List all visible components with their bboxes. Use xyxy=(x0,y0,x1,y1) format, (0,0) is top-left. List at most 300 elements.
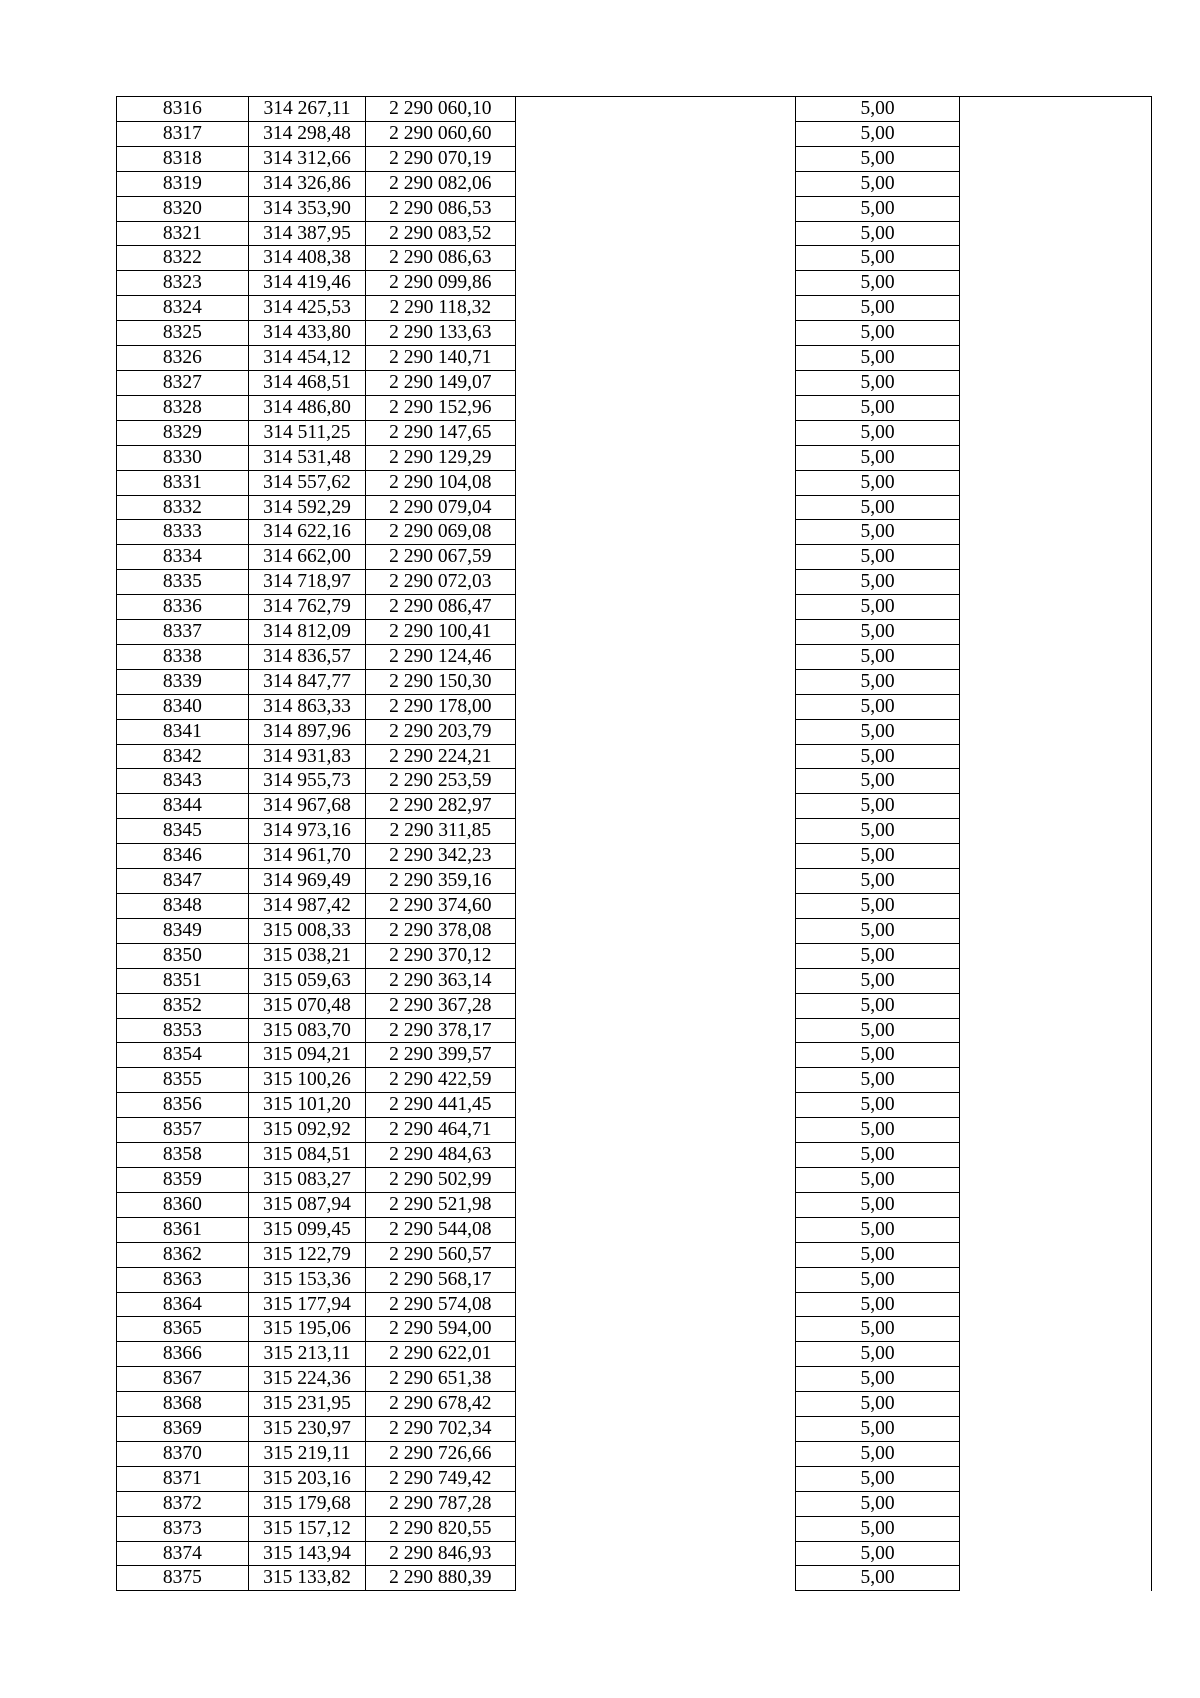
y-coordinate-cell: 2 290 086,47 xyxy=(366,595,515,620)
empty-cell xyxy=(960,97,1152,122)
point-number-cell: 8344 xyxy=(117,794,249,819)
empty-cell xyxy=(960,1167,1152,1192)
point-number-cell: 8337 xyxy=(117,620,249,645)
empty-cell xyxy=(515,1516,795,1541)
y-coordinate-cell: 2 290 203,79 xyxy=(366,719,515,744)
x-coordinate-cell: 315 070,48 xyxy=(248,993,365,1018)
empty-cell xyxy=(960,1093,1152,1118)
empty-cell xyxy=(960,1342,1152,1367)
x-coordinate-cell: 314 312,66 xyxy=(248,146,365,171)
table-row xyxy=(117,420,1152,445)
table-row xyxy=(117,669,1152,694)
empty-cell xyxy=(515,520,795,545)
table-row xyxy=(117,1417,1152,1442)
table-row xyxy=(117,221,1152,246)
x-coordinate-cell: 315 177,94 xyxy=(248,1292,365,1317)
value-cell: 5,00 xyxy=(795,1242,960,1267)
empty-cell xyxy=(960,1267,1152,1292)
y-coordinate-cell: 2 290 622,01 xyxy=(366,1342,515,1367)
value-cell: 5,00 xyxy=(795,570,960,595)
empty-cell xyxy=(515,719,795,744)
empty-cell xyxy=(960,669,1152,694)
value-cell: 5,00 xyxy=(795,894,960,919)
point-number-cell: 8356 xyxy=(117,1093,249,1118)
empty-cell xyxy=(515,545,795,570)
y-coordinate-cell: 2 290 342,23 xyxy=(366,844,515,869)
x-coordinate-cell: 314 973,16 xyxy=(248,819,365,844)
y-coordinate-cell: 2 290 820,55 xyxy=(366,1516,515,1541)
empty-cell xyxy=(960,1068,1152,1093)
empty-cell xyxy=(515,943,795,968)
point-number-cell: 8353 xyxy=(117,1018,249,1043)
point-number-cell: 8349 xyxy=(117,918,249,943)
empty-cell xyxy=(960,968,1152,993)
point-number-cell: 8329 xyxy=(117,420,249,445)
y-coordinate-cell: 2 290 079,04 xyxy=(366,495,515,520)
empty-cell xyxy=(515,1068,795,1093)
y-coordinate-cell: 2 290 594,00 xyxy=(366,1317,515,1342)
point-number-cell: 8368 xyxy=(117,1392,249,1417)
value-cell: 5,00 xyxy=(795,1491,960,1516)
value-cell: 5,00 xyxy=(795,1192,960,1217)
table-row xyxy=(117,620,1152,645)
point-number-cell: 8336 xyxy=(117,595,249,620)
point-number-cell: 8330 xyxy=(117,445,249,470)
table-row xyxy=(117,495,1152,520)
value-cell: 5,00 xyxy=(795,1018,960,1043)
empty-cell xyxy=(515,346,795,371)
empty-cell xyxy=(960,196,1152,221)
y-coordinate-cell: 2 290 129,29 xyxy=(366,445,515,470)
x-coordinate-cell: 315 038,21 xyxy=(248,943,365,968)
value-cell: 5,00 xyxy=(795,296,960,321)
empty-cell xyxy=(515,1466,795,1491)
point-number-cell: 8371 xyxy=(117,1466,249,1491)
value-cell: 5,00 xyxy=(795,1267,960,1292)
point-number-cell: 8374 xyxy=(117,1541,249,1566)
table-row xyxy=(117,719,1152,744)
y-coordinate-cell: 2 290 118,32 xyxy=(366,296,515,321)
y-coordinate-cell: 2 290 441,45 xyxy=(366,1093,515,1118)
empty-cell xyxy=(960,918,1152,943)
empty-cell xyxy=(515,1491,795,1516)
empty-cell xyxy=(960,246,1152,271)
point-number-cell: 8345 xyxy=(117,819,249,844)
table-row xyxy=(117,1292,1152,1317)
empty-cell xyxy=(960,694,1152,719)
empty-cell xyxy=(960,869,1152,894)
empty-cell xyxy=(515,146,795,171)
point-number-cell: 8320 xyxy=(117,196,249,221)
table-row xyxy=(117,370,1152,395)
empty-cell xyxy=(515,1417,795,1442)
x-coordinate-cell: 315 203,16 xyxy=(248,1466,365,1491)
empty-cell xyxy=(960,146,1152,171)
empty-cell xyxy=(960,271,1152,296)
point-number-cell: 8348 xyxy=(117,894,249,919)
y-coordinate-cell: 2 290 224,21 xyxy=(366,744,515,769)
y-coordinate-cell: 2 290 370,12 xyxy=(366,943,515,968)
table-row xyxy=(117,1118,1152,1143)
x-coordinate-cell: 314 531,48 xyxy=(248,445,365,470)
value-cell: 5,00 xyxy=(795,470,960,495)
x-coordinate-cell: 314 762,79 xyxy=(248,595,365,620)
table-row xyxy=(117,1043,1152,1068)
point-number-cell: 8362 xyxy=(117,1242,249,1267)
value-cell: 5,00 xyxy=(795,1466,960,1491)
x-coordinate-cell: 314 592,29 xyxy=(248,495,365,520)
value-cell: 5,00 xyxy=(795,520,960,545)
y-coordinate-cell: 2 290 544,08 xyxy=(366,1217,515,1242)
x-coordinate-cell: 315 179,68 xyxy=(248,1491,365,1516)
point-number-cell: 8322 xyxy=(117,246,249,271)
x-coordinate-cell: 315 101,20 xyxy=(248,1093,365,1118)
empty-cell xyxy=(515,296,795,321)
table-row xyxy=(117,744,1152,769)
y-coordinate-cell: 2 290 072,03 xyxy=(366,570,515,595)
value-cell: 5,00 xyxy=(795,395,960,420)
empty-cell xyxy=(960,221,1152,246)
y-coordinate-cell: 2 290 378,08 xyxy=(366,918,515,943)
empty-cell xyxy=(960,171,1152,196)
empty-cell xyxy=(515,1292,795,1317)
value-cell: 5,00 xyxy=(795,1417,960,1442)
x-coordinate-cell: 314 387,95 xyxy=(248,221,365,246)
y-coordinate-cell: 2 290 846,93 xyxy=(366,1541,515,1566)
point-number-cell: 8324 xyxy=(117,296,249,321)
point-number-cell: 8327 xyxy=(117,370,249,395)
empty-cell xyxy=(960,1491,1152,1516)
value-cell: 5,00 xyxy=(795,1342,960,1367)
value-cell: 5,00 xyxy=(795,196,960,221)
y-coordinate-cell: 2 290 484,63 xyxy=(366,1143,515,1168)
point-number-cell: 8354 xyxy=(117,1043,249,1068)
point-number-cell: 8359 xyxy=(117,1167,249,1192)
x-coordinate-cell: 314 955,73 xyxy=(248,769,365,794)
table-row xyxy=(117,346,1152,371)
point-number-cell: 8351 xyxy=(117,968,249,993)
empty-cell xyxy=(515,1167,795,1192)
empty-cell xyxy=(515,968,795,993)
x-coordinate-cell: 315 230,97 xyxy=(248,1417,365,1442)
x-coordinate-cell: 315 157,12 xyxy=(248,1516,365,1541)
point-number-cell: 8366 xyxy=(117,1342,249,1367)
point-number-cell: 8333 xyxy=(117,520,249,545)
value-cell: 5,00 xyxy=(795,1043,960,1068)
table-row xyxy=(117,869,1152,894)
empty-cell xyxy=(960,595,1152,620)
y-coordinate-cell: 2 290 253,59 xyxy=(366,769,515,794)
empty-cell xyxy=(960,744,1152,769)
empty-cell xyxy=(960,470,1152,495)
value-cell: 5,00 xyxy=(795,246,960,271)
table-row xyxy=(117,570,1152,595)
empty-cell xyxy=(515,1118,795,1143)
empty-cell xyxy=(515,669,795,694)
empty-cell xyxy=(960,1516,1152,1541)
x-coordinate-cell: 314 557,62 xyxy=(248,470,365,495)
point-number-cell: 8343 xyxy=(117,769,249,794)
y-coordinate-cell: 2 290 099,86 xyxy=(366,271,515,296)
value-cell: 5,00 xyxy=(795,1516,960,1541)
y-coordinate-cell: 2 290 787,28 xyxy=(366,1491,515,1516)
empty-cell xyxy=(960,1292,1152,1317)
x-coordinate-cell: 314 836,57 xyxy=(248,644,365,669)
empty-cell xyxy=(515,769,795,794)
x-coordinate-cell: 315 059,63 xyxy=(248,968,365,993)
y-coordinate-cell: 2 290 374,60 xyxy=(366,894,515,919)
table-row xyxy=(117,1192,1152,1217)
x-coordinate-cell: 315 092,92 xyxy=(248,1118,365,1143)
table-row xyxy=(117,993,1152,1018)
x-coordinate-cell: 315 133,82 xyxy=(248,1566,365,1591)
table-row xyxy=(117,321,1152,346)
y-coordinate-cell: 2 290 749,42 xyxy=(366,1466,515,1491)
x-coordinate-cell: 314 511,25 xyxy=(248,420,365,445)
table-row xyxy=(117,1267,1152,1292)
x-coordinate-cell: 315 224,36 xyxy=(248,1367,365,1392)
empty-cell xyxy=(515,1093,795,1118)
y-coordinate-cell: 2 290 086,63 xyxy=(366,246,515,271)
value-cell: 5,00 xyxy=(795,1541,960,1566)
table-row xyxy=(117,1317,1152,1342)
table-row xyxy=(117,1566,1152,1591)
value-cell: 5,00 xyxy=(795,918,960,943)
table-row xyxy=(117,1217,1152,1242)
point-number-cell: 8375 xyxy=(117,1566,249,1591)
value-cell: 5,00 xyxy=(795,1118,960,1143)
x-coordinate-cell: 314 454,12 xyxy=(248,346,365,371)
empty-cell xyxy=(515,221,795,246)
y-coordinate-cell: 2 290 178,00 xyxy=(366,694,515,719)
y-coordinate-cell: 2 290 464,71 xyxy=(366,1118,515,1143)
point-number-cell: 8321 xyxy=(117,221,249,246)
point-number-cell: 8357 xyxy=(117,1118,249,1143)
value-cell: 5,00 xyxy=(795,1217,960,1242)
x-coordinate-cell: 315 087,94 xyxy=(248,1192,365,1217)
value-cell: 5,00 xyxy=(795,719,960,744)
x-coordinate-cell: 315 143,94 xyxy=(248,1541,365,1566)
x-coordinate-cell: 314 987,42 xyxy=(248,894,365,919)
table-row xyxy=(117,520,1152,545)
table-row xyxy=(117,1491,1152,1516)
x-coordinate-cell: 315 083,27 xyxy=(248,1167,365,1192)
value-cell: 5,00 xyxy=(795,1167,960,1192)
empty-cell xyxy=(960,570,1152,595)
y-coordinate-cell: 2 290 378,17 xyxy=(366,1018,515,1043)
empty-cell xyxy=(960,844,1152,869)
point-number-cell: 8318 xyxy=(117,146,249,171)
empty-cell xyxy=(515,1267,795,1292)
value-cell: 5,00 xyxy=(795,1093,960,1118)
x-coordinate-cell: 315 231,95 xyxy=(248,1392,365,1417)
empty-cell xyxy=(960,894,1152,919)
empty-cell xyxy=(515,171,795,196)
empty-cell xyxy=(960,296,1152,321)
empty-cell xyxy=(515,321,795,346)
point-number-cell: 8338 xyxy=(117,644,249,669)
point-number-cell: 8316 xyxy=(117,97,249,122)
value-cell: 5,00 xyxy=(795,321,960,346)
table-row xyxy=(117,1342,1152,1367)
point-number-cell: 8347 xyxy=(117,869,249,894)
point-number-cell: 8365 xyxy=(117,1317,249,1342)
empty-cell xyxy=(960,520,1152,545)
empty-cell xyxy=(515,1392,795,1417)
point-number-cell: 8355 xyxy=(117,1068,249,1093)
empty-cell xyxy=(960,1317,1152,1342)
value-cell: 5,00 xyxy=(795,121,960,146)
empty-cell xyxy=(515,570,795,595)
y-coordinate-cell: 2 290 568,17 xyxy=(366,1267,515,1292)
table-row xyxy=(117,296,1152,321)
empty-cell xyxy=(515,794,795,819)
x-coordinate-cell: 314 468,51 xyxy=(248,370,365,395)
empty-cell xyxy=(515,1566,795,1591)
y-coordinate-cell: 2 290 367,28 xyxy=(366,993,515,1018)
point-number-cell: 8334 xyxy=(117,545,249,570)
value-cell: 5,00 xyxy=(795,1068,960,1093)
empty-cell xyxy=(515,121,795,146)
table-row xyxy=(117,844,1152,869)
x-coordinate-cell: 315 122,79 xyxy=(248,1242,365,1267)
x-coordinate-cell: 314 969,49 xyxy=(248,869,365,894)
value-cell: 5,00 xyxy=(795,221,960,246)
point-number-cell: 8317 xyxy=(117,121,249,146)
y-coordinate-cell: 2 290 678,42 xyxy=(366,1392,515,1417)
y-coordinate-cell: 2 290 726,66 xyxy=(366,1441,515,1466)
empty-cell xyxy=(960,993,1152,1018)
empty-cell xyxy=(960,943,1152,968)
table-row xyxy=(117,395,1152,420)
empty-cell xyxy=(515,1043,795,1068)
value-cell: 5,00 xyxy=(795,346,960,371)
empty-cell xyxy=(515,1317,795,1342)
point-number-cell: 8369 xyxy=(117,1417,249,1442)
point-number-cell: 8332 xyxy=(117,495,249,520)
point-number-cell: 8370 xyxy=(117,1441,249,1466)
empty-cell xyxy=(960,445,1152,470)
x-coordinate-cell: 314 353,90 xyxy=(248,196,365,221)
empty-cell xyxy=(515,1217,795,1242)
empty-cell xyxy=(515,246,795,271)
x-coordinate-cell: 314 425,53 xyxy=(248,296,365,321)
empty-cell xyxy=(960,769,1152,794)
x-coordinate-cell: 314 847,77 xyxy=(248,669,365,694)
empty-cell xyxy=(515,445,795,470)
table-row xyxy=(117,595,1152,620)
x-coordinate-cell: 315 099,45 xyxy=(248,1217,365,1242)
y-coordinate-cell: 2 290 147,65 xyxy=(366,420,515,445)
table-row xyxy=(117,97,1152,122)
empty-cell xyxy=(515,495,795,520)
value-cell: 5,00 xyxy=(795,1292,960,1317)
value-cell: 5,00 xyxy=(795,495,960,520)
table-row xyxy=(117,794,1152,819)
point-number-cell: 8342 xyxy=(117,744,249,769)
empty-cell xyxy=(515,1342,795,1367)
point-number-cell: 8323 xyxy=(117,271,249,296)
empty-cell xyxy=(960,346,1152,371)
y-coordinate-cell: 2 290 086,53 xyxy=(366,196,515,221)
value-cell: 5,00 xyxy=(795,1367,960,1392)
empty-cell xyxy=(515,470,795,495)
value-cell: 5,00 xyxy=(795,445,960,470)
coordinates-table-body xyxy=(117,97,1152,1591)
point-number-cell: 8352 xyxy=(117,993,249,1018)
value-cell: 5,00 xyxy=(795,943,960,968)
value-cell: 5,00 xyxy=(795,1566,960,1591)
point-number-cell: 8328 xyxy=(117,395,249,420)
empty-cell xyxy=(960,1143,1152,1168)
y-coordinate-cell: 2 290 069,08 xyxy=(366,520,515,545)
empty-cell xyxy=(515,1192,795,1217)
table-row xyxy=(117,769,1152,794)
empty-cell xyxy=(960,644,1152,669)
x-coordinate-cell: 314 967,68 xyxy=(248,794,365,819)
y-coordinate-cell: 2 290 060,10 xyxy=(366,97,515,122)
empty-cell xyxy=(960,1192,1152,1217)
point-number-cell: 8373 xyxy=(117,1516,249,1541)
empty-cell xyxy=(960,1242,1152,1267)
y-coordinate-cell: 2 290 521,98 xyxy=(366,1192,515,1217)
x-coordinate-cell: 315 084,51 xyxy=(248,1143,365,1168)
empty-cell xyxy=(515,620,795,645)
x-coordinate-cell: 314 326,86 xyxy=(248,171,365,196)
x-coordinate-cell: 314 622,16 xyxy=(248,520,365,545)
x-coordinate-cell: 315 213,11 xyxy=(248,1342,365,1367)
x-coordinate-cell: 314 408,38 xyxy=(248,246,365,271)
x-coordinate-cell: 314 433,80 xyxy=(248,321,365,346)
value-cell: 5,00 xyxy=(795,644,960,669)
x-coordinate-cell: 314 718,97 xyxy=(248,570,365,595)
point-number-cell: 8363 xyxy=(117,1267,249,1292)
y-coordinate-cell: 2 290 140,71 xyxy=(366,346,515,371)
empty-cell xyxy=(515,694,795,719)
empty-cell xyxy=(515,196,795,221)
point-number-cell: 8358 xyxy=(117,1143,249,1168)
value-cell: 5,00 xyxy=(795,595,960,620)
empty-cell xyxy=(515,370,795,395)
value-cell: 5,00 xyxy=(795,97,960,122)
x-coordinate-cell: 314 897,96 xyxy=(248,719,365,744)
value-cell: 5,00 xyxy=(795,1317,960,1342)
table-row xyxy=(117,1068,1152,1093)
y-coordinate-cell: 2 290 082,06 xyxy=(366,171,515,196)
y-coordinate-cell: 2 290 502,99 xyxy=(366,1167,515,1192)
empty-cell xyxy=(515,395,795,420)
empty-cell xyxy=(960,121,1152,146)
empty-cell xyxy=(515,271,795,296)
empty-cell xyxy=(515,1441,795,1466)
point-number-cell: 8335 xyxy=(117,570,249,595)
value-cell: 5,00 xyxy=(795,744,960,769)
table-row xyxy=(117,694,1152,719)
empty-cell xyxy=(515,819,795,844)
value-cell: 5,00 xyxy=(795,1143,960,1168)
value-cell: 5,00 xyxy=(795,769,960,794)
empty-cell xyxy=(515,844,795,869)
point-number-cell: 8372 xyxy=(117,1491,249,1516)
x-coordinate-cell: 315 083,70 xyxy=(248,1018,365,1043)
value-cell: 5,00 xyxy=(795,620,960,645)
empty-cell xyxy=(960,1392,1152,1417)
point-number-cell: 8331 xyxy=(117,470,249,495)
y-coordinate-cell: 2 290 100,41 xyxy=(366,620,515,645)
empty-cell xyxy=(960,370,1152,395)
table-row xyxy=(117,171,1152,196)
value-cell: 5,00 xyxy=(795,669,960,694)
